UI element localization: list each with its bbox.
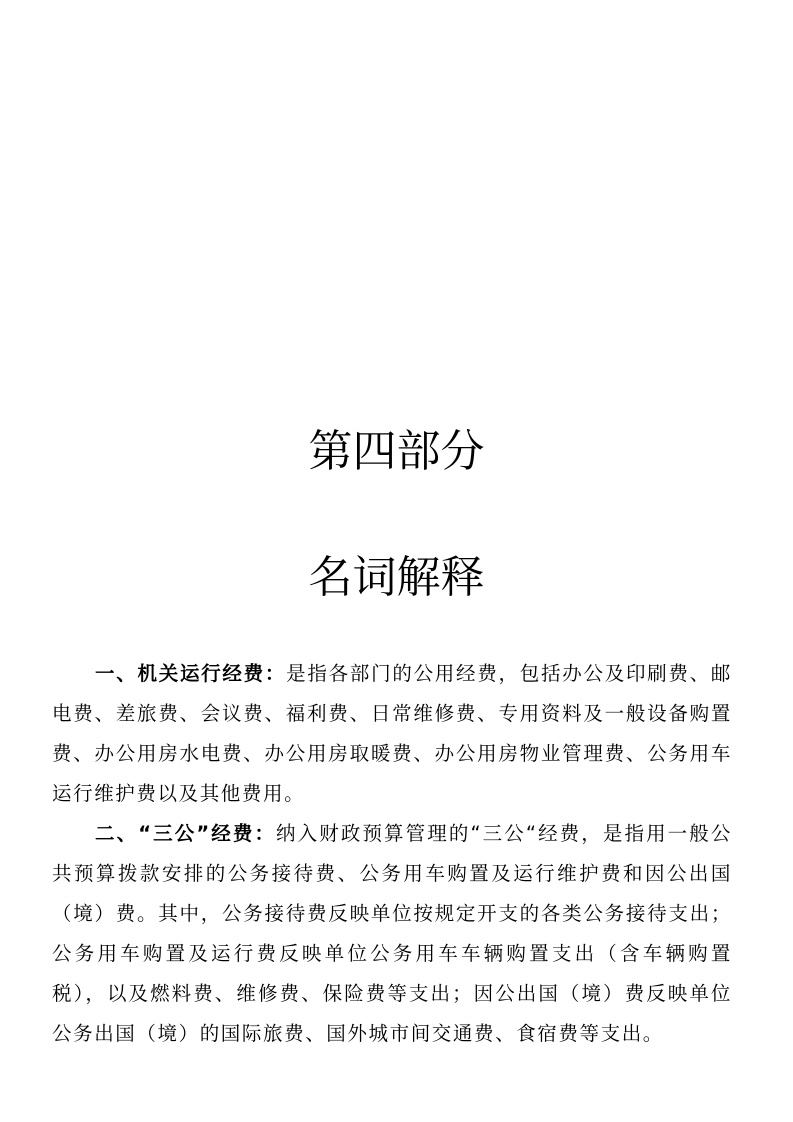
definition-text: 纳入财政预算管理的“三公“经费，是指用一般公共预算拨款安排的公务接待费、公务用车购置及运行维护费和因公出国（境）费。其中，公务接待费反映单位按规定开支的各类公务接待支出；公务用车购置及运行费反映单位公务用车车辆购置支出（含车辆购置税），以及燃料费、维修费、保险费等支出；因公出国（境）费反映单位公务出国（境）的国际旅费、国外城市间交通费、食宿费等支出。	[52, 822, 732, 1045]
definition-term: 一、机关运行经费：	[95, 662, 287, 685]
part-title: 第四部分	[308, 426, 485, 477]
definition-text: 是指各部门的公用经费，包括办公及印刷费、邮电费、差旅费、会议费、福利费、日常维修费、专用资料及一般设备购置费、办公用房水电费、办公用房取暖费、办公用房物业管理费、公务用车运行维护费以及其他费用。	[52, 662, 732, 805]
definition-paragraph-three-public-expenses	[52, 814, 732, 1054]
definition-paragraph-operating-costs	[52, 654, 732, 814]
definition-term: 二、“三公”经费：	[95, 822, 277, 845]
section-title: 名词解释	[308, 552, 485, 603]
document-body	[52, 654, 732, 1054]
